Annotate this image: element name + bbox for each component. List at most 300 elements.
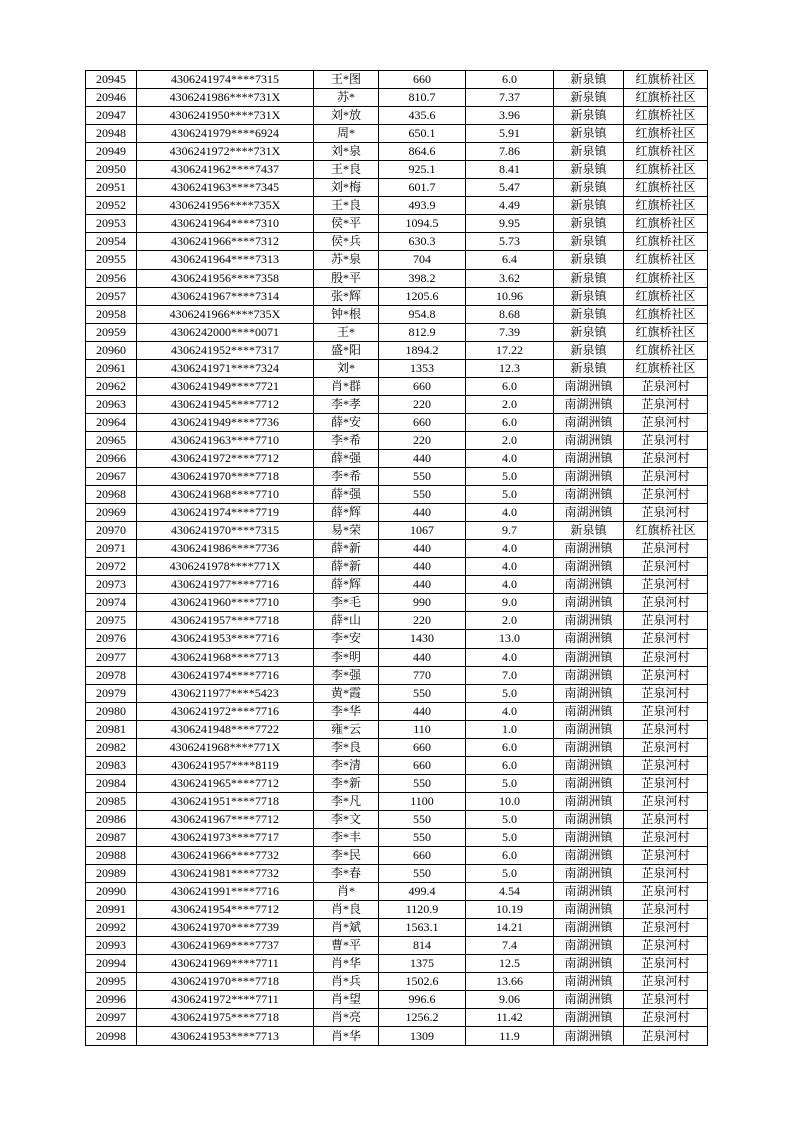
amount-cell: 1094.5 [379,215,466,233]
id-number-cell: 4306241970****7739 [137,919,314,937]
table-row [86,594,708,612]
town-cell: 新泉镇 [554,269,624,287]
table-row [86,774,708,792]
name-cell: 李*孝 [314,395,379,413]
town-cell: 南湖洲镇 [554,468,624,486]
name-cell: 肖*华 [314,955,379,973]
serial-number-cell: 20993 [86,937,137,955]
amount-cell: 1309 [379,1027,466,1045]
amount-cell: 1563.1 [379,919,466,937]
id-number-cell: 4306241967****7712 [137,810,314,828]
serial-number-cell: 20957 [86,287,137,305]
amount-cell: 550 [379,828,466,846]
town-cell: 南湖洲镇 [554,865,624,883]
table-row [86,919,708,937]
secondary-amount-cell: 13.0 [466,630,554,648]
town-cell: 南湖洲镇 [554,919,624,937]
serial-number-cell: 20978 [86,666,137,684]
village-cell: 芷泉河村 [624,937,708,955]
name-cell: 肖*斌 [314,919,379,937]
village-cell: 芷泉河村 [624,666,708,684]
secondary-amount-cell: 7.37 [466,89,554,107]
table-row [86,269,708,287]
serial-number-cell: 20954 [86,233,137,251]
town-cell: 南湖洲镇 [554,810,624,828]
id-number-cell: 4306241963****7345 [137,179,314,197]
amount-cell: 1256.2 [379,1009,466,1027]
amount-cell: 996.6 [379,991,466,1009]
town-cell: 南湖洲镇 [554,413,624,431]
village-cell: 红旗桥社区 [624,197,708,215]
amount-cell: 660 [379,738,466,756]
id-number-cell: 4306241953****7713 [137,1027,314,1045]
secondary-amount-cell: 1.0 [466,720,554,738]
serial-number-cell: 20953 [86,215,137,233]
table-row [86,973,708,991]
id-number-cell: 4306241949****7721 [137,377,314,395]
amount-cell: 398.2 [379,269,466,287]
table-row [86,215,708,233]
village-cell: 芷泉河村 [624,847,708,865]
serial-number-cell: 20988 [86,847,137,865]
town-cell: 南湖洲镇 [554,504,624,522]
table-row [86,702,708,720]
amount-cell: 440 [379,504,466,522]
amount-cell: 810.7 [379,89,466,107]
id-number-cell: 4306241964****7310 [137,215,314,233]
table-row [86,576,708,594]
town-cell: 南湖洲镇 [554,377,624,395]
town-cell: 南湖洲镇 [554,955,624,973]
amount-cell: 1502.6 [379,973,466,991]
secondary-amount-cell: 9.06 [466,991,554,1009]
table-row [86,666,708,684]
serial-number-cell: 20962 [86,377,137,395]
name-cell: 薛*辉 [314,576,379,594]
amount-cell: 550 [379,865,466,883]
secondary-amount-cell: 7.0 [466,666,554,684]
amount-cell: 601.7 [379,179,466,197]
village-cell: 芷泉河村 [624,684,708,702]
table-row [86,937,708,955]
serial-number-cell: 20963 [86,395,137,413]
amount-cell: 630.3 [379,233,466,251]
id-number-cell: 4306241949****7736 [137,413,314,431]
secondary-amount-cell: 3.62 [466,269,554,287]
secondary-amount-cell: 2.0 [466,395,554,413]
name-cell: 曹*平 [314,937,379,955]
id-number-cell: 4306241969****7711 [137,955,314,973]
name-cell: 刘*梅 [314,179,379,197]
table-row [86,197,708,215]
village-cell: 芷泉河村 [624,576,708,594]
id-number-cell: 4306241968****7713 [137,648,314,666]
secondary-amount-cell: 10.19 [466,901,554,919]
village-cell: 芷泉河村 [624,431,708,449]
secondary-amount-cell: 6.0 [466,413,554,431]
table-row [86,71,708,89]
id-number-cell: 4306241970****7315 [137,522,314,540]
town-cell: 南湖洲镇 [554,1027,624,1045]
village-cell: 芷泉河村 [624,449,708,467]
name-cell: 李*华 [314,702,379,720]
serial-number-cell: 20961 [86,359,137,377]
secondary-amount-cell: 10.0 [466,792,554,810]
secondary-amount-cell: 5.0 [466,865,554,883]
village-cell: 芷泉河村 [624,702,708,720]
village-cell: 芷泉河村 [624,738,708,756]
secondary-amount-cell: 6.0 [466,738,554,756]
secondary-amount-cell: 8.68 [466,305,554,323]
name-cell: 薛*安 [314,413,379,431]
serial-number-cell: 20981 [86,720,137,738]
amount-cell: 110 [379,720,466,738]
amount-cell: 440 [379,702,466,720]
id-number-cell: 4306241962****7437 [137,161,314,179]
amount-cell: 814 [379,937,466,955]
table-row [86,233,708,251]
amount-cell: 550 [379,810,466,828]
serial-number-cell: 20990 [86,883,137,901]
table-row [86,486,708,504]
secondary-amount-cell: 2.0 [466,431,554,449]
name-cell: 李*文 [314,810,379,828]
table-row [86,756,708,774]
secondary-amount-cell: 5.0 [466,828,554,846]
secondary-amount-cell: 4.0 [466,449,554,467]
village-cell: 芷泉河村 [624,468,708,486]
name-cell: 薛*山 [314,612,379,630]
amount-cell: 770 [379,666,466,684]
name-cell: 李*明 [314,648,379,666]
table-row [86,143,708,161]
table-row [86,89,708,107]
name-cell: 侯*平 [314,215,379,233]
id-number-cell: 4306241956****7358 [137,269,314,287]
name-cell: 李*希 [314,468,379,486]
serial-number-cell: 20945 [86,71,137,89]
table-row [86,847,708,865]
serial-number-cell: 20965 [86,431,137,449]
id-number-cell: 4306241969****7737 [137,937,314,955]
id-number-cell: 4306241957****7718 [137,612,314,630]
serial-number-cell: 20974 [86,594,137,612]
serial-number-cell: 20959 [86,323,137,341]
secondary-amount-cell: 13.66 [466,973,554,991]
town-cell: 南湖洲镇 [554,684,624,702]
secondary-amount-cell: 5.0 [466,684,554,702]
town-cell: 南湖洲镇 [554,449,624,467]
secondary-amount-cell: 9.7 [466,522,554,540]
name-cell: 李*丰 [314,828,379,846]
name-cell: 薛*辉 [314,504,379,522]
town-cell: 新泉镇 [554,251,624,269]
town-cell: 新泉镇 [554,522,624,540]
name-cell: 苏* [314,89,379,107]
serial-number-cell: 20975 [86,612,137,630]
town-cell: 南湖洲镇 [554,720,624,738]
town-cell: 南湖洲镇 [554,738,624,756]
village-cell: 芷泉河村 [624,901,708,919]
serial-number-cell: 20987 [86,828,137,846]
table-row [86,305,708,323]
serial-number-cell: 20992 [86,919,137,937]
secondary-amount-cell: 4.0 [466,576,554,594]
amount-cell: 220 [379,431,466,449]
town-cell: 新泉镇 [554,125,624,143]
name-cell: 刘*放 [314,107,379,125]
village-cell: 芷泉河村 [624,720,708,738]
name-cell: 钟*根 [314,305,379,323]
village-cell: 红旗桥社区 [624,522,708,540]
id-number-cell: 4306241966****735X [137,305,314,323]
id-number-cell: 4306241977****7716 [137,576,314,594]
amount-cell: 954.8 [379,305,466,323]
name-cell: 薛*强 [314,449,379,467]
serial-number-cell: 20969 [86,504,137,522]
id-number-cell: 4306241979****6924 [137,125,314,143]
amount-cell: 1067 [379,522,466,540]
village-cell: 红旗桥社区 [624,287,708,305]
secondary-amount-cell: 6.4 [466,251,554,269]
name-cell: 张*辉 [314,287,379,305]
table-row [86,377,708,395]
id-number-cell: 4306241968****7710 [137,486,314,504]
town-cell: 新泉镇 [554,161,624,179]
serial-number-cell: 20980 [86,702,137,720]
town-cell: 南湖洲镇 [554,576,624,594]
name-cell: 王* [314,323,379,341]
serial-number-cell: 20966 [86,449,137,467]
amount-cell: 440 [379,558,466,576]
name-cell: 肖*兵 [314,973,379,991]
id-number-cell: 4306241972****7716 [137,702,314,720]
village-cell: 芷泉河村 [624,594,708,612]
secondary-amount-cell: 14.21 [466,919,554,937]
amount-cell: 440 [379,449,466,467]
serial-number-cell: 20986 [86,810,137,828]
amount-cell: 550 [379,774,466,792]
secondary-amount-cell: 5.91 [466,125,554,143]
serial-number-cell: 20958 [86,305,137,323]
secondary-amount-cell: 4.0 [466,558,554,576]
table-row [86,251,708,269]
secondary-amount-cell: 3.96 [466,107,554,125]
town-cell: 新泉镇 [554,71,624,89]
name-cell: 王*良 [314,197,379,215]
id-number-cell: 4306241974****7719 [137,504,314,522]
town-cell: 新泉镇 [554,233,624,251]
secondary-amount-cell: 7.39 [466,323,554,341]
village-cell: 红旗桥社区 [624,233,708,251]
id-number-cell: 4306241948****7722 [137,720,314,738]
secondary-amount-cell: 5.0 [466,774,554,792]
secondary-amount-cell: 2.0 [466,612,554,630]
town-cell: 南湖洲镇 [554,973,624,991]
name-cell: 王*图 [314,71,379,89]
name-cell: 薛*强 [314,486,379,504]
id-number-cell: 4306241957****8119 [137,756,314,774]
serial-number-cell: 20996 [86,991,137,1009]
amount-cell: 550 [379,684,466,702]
table-row [86,648,708,666]
town-cell: 南湖洲镇 [554,486,624,504]
name-cell: 李*安 [314,630,379,648]
village-cell: 红旗桥社区 [624,125,708,143]
table-row [86,1009,708,1027]
id-number-cell: 4306241956****735X [137,197,314,215]
name-cell: 李*良 [314,738,379,756]
table-row [86,612,708,630]
town-cell: 南湖洲镇 [554,847,624,865]
secondary-amount-cell: 11.9 [466,1027,554,1045]
table-row [86,1027,708,1045]
village-cell: 芷泉河村 [624,865,708,883]
serial-number-cell: 20995 [86,973,137,991]
table-row [86,901,708,919]
id-number-cell: 4306241966****7732 [137,847,314,865]
table-row [86,413,708,431]
name-cell: 肖*良 [314,901,379,919]
town-cell: 新泉镇 [554,215,624,233]
amount-cell: 1205.6 [379,287,466,305]
amount-cell: 440 [379,576,466,594]
name-cell: 周* [314,125,379,143]
town-cell: 新泉镇 [554,341,624,359]
town-cell: 南湖洲镇 [554,774,624,792]
secondary-amount-cell: 5.0 [466,486,554,504]
table-row [86,107,708,125]
serial-number-cell: 20997 [86,1009,137,1027]
village-cell: 芷泉河村 [624,955,708,973]
table-body [86,71,708,1046]
name-cell: 李*民 [314,847,379,865]
amount-cell: 550 [379,468,466,486]
amount-cell: 435.6 [379,107,466,125]
table-row [86,991,708,1009]
name-cell: 雍*云 [314,720,379,738]
village-cell: 芷泉河村 [624,1009,708,1027]
town-cell: 南湖洲镇 [554,630,624,648]
amount-cell: 1894.2 [379,341,466,359]
serial-number-cell: 20947 [86,107,137,125]
town-cell: 新泉镇 [554,107,624,125]
name-cell: 薛*新 [314,540,379,558]
town-cell: 南湖洲镇 [554,883,624,901]
amount-cell: 660 [379,377,466,395]
amount-cell: 660 [379,847,466,865]
secondary-amount-cell: 12.5 [466,955,554,973]
secondary-amount-cell: 11.42 [466,1009,554,1027]
table-row [86,125,708,143]
id-number-cell: 4306241968****771X [137,738,314,756]
name-cell: 易*荣 [314,522,379,540]
town-cell: 南湖洲镇 [554,702,624,720]
id-number-cell: 4306241953****7716 [137,630,314,648]
table-row [86,720,708,738]
village-cell: 红旗桥社区 [624,269,708,287]
amount-cell: 1120.9 [379,901,466,919]
table-row [86,792,708,810]
secondary-amount-cell: 4.0 [466,702,554,720]
village-cell: 芷泉河村 [624,973,708,991]
village-cell: 红旗桥社区 [624,107,708,125]
village-cell: 红旗桥社区 [624,323,708,341]
secondary-amount-cell: 6.0 [466,377,554,395]
secondary-amount-cell: 4.49 [466,197,554,215]
name-cell: 李*希 [314,431,379,449]
village-cell: 芷泉河村 [624,413,708,431]
village-cell: 芷泉河村 [624,504,708,522]
name-cell: 李*强 [314,666,379,684]
secondary-amount-cell: 10.96 [466,287,554,305]
serial-number-cell: 20956 [86,269,137,287]
village-cell: 芷泉河村 [624,883,708,901]
serial-number-cell: 20989 [86,865,137,883]
secondary-amount-cell: 5.0 [466,468,554,486]
table-row [86,359,708,377]
town-cell: 南湖洲镇 [554,558,624,576]
town-cell: 南湖洲镇 [554,828,624,846]
town-cell: 南湖洲镇 [554,540,624,558]
town-cell: 新泉镇 [554,179,624,197]
id-number-cell: 4306241971****7324 [137,359,314,377]
table-row [86,287,708,305]
village-cell: 红旗桥社区 [624,341,708,359]
secondary-amount-cell: 4.0 [466,648,554,666]
subsidy-list-table [85,70,708,1046]
id-number-cell: 4306241974****7315 [137,71,314,89]
secondary-amount-cell: 9.95 [466,215,554,233]
amount-cell: 812.9 [379,323,466,341]
table-row [86,955,708,973]
serial-number-cell: 20973 [86,576,137,594]
serial-number-cell: 20971 [86,540,137,558]
serial-number-cell: 20960 [86,341,137,359]
amount-cell: 660 [379,756,466,774]
town-cell: 南湖洲镇 [554,666,624,684]
serial-number-cell: 20948 [86,125,137,143]
village-cell: 芷泉河村 [624,991,708,1009]
table-row [86,449,708,467]
secondary-amount-cell: 5.47 [466,179,554,197]
id-number-cell: 4306241986****731X [137,89,314,107]
table-row [86,738,708,756]
id-number-cell: 4306241986****7736 [137,540,314,558]
town-cell: 南湖洲镇 [554,756,624,774]
serial-number-cell: 20976 [86,630,137,648]
serial-number-cell: 20967 [86,468,137,486]
id-number-cell: 4306241975****7718 [137,1009,314,1027]
village-cell: 芷泉河村 [624,756,708,774]
id-number-cell: 4306241970****7718 [137,468,314,486]
amount-cell: 704 [379,251,466,269]
amount-cell: 1100 [379,792,466,810]
town-cell: 南湖洲镇 [554,901,624,919]
table-row [86,684,708,702]
id-number-cell: 4306241951****7718 [137,792,314,810]
amount-cell: 660 [379,413,466,431]
village-cell: 芷泉河村 [624,630,708,648]
village-cell: 芷泉河村 [624,828,708,846]
name-cell: 刘*泉 [314,143,379,161]
table-row [86,865,708,883]
serial-number-cell: 20951 [86,179,137,197]
amount-cell: 440 [379,540,466,558]
table-row [86,522,708,540]
name-cell: 黄*霞 [314,684,379,702]
secondary-amount-cell: 5.0 [466,810,554,828]
